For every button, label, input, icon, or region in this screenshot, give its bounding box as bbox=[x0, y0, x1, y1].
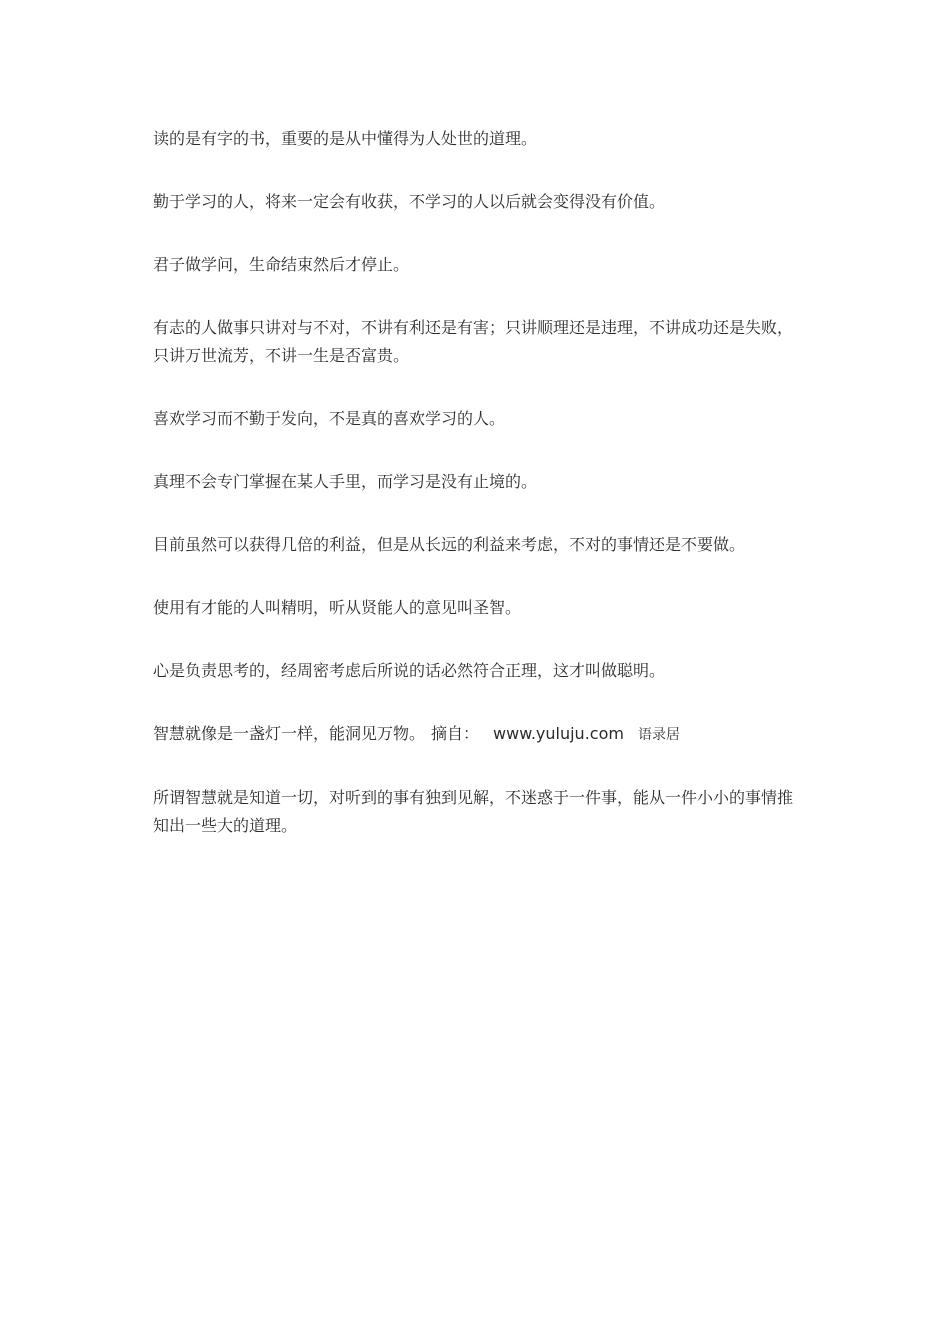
source-paragraph bbox=[153, 720, 803, 749]
document-body bbox=[153, 125, 803, 875]
paragraph: 真理不会专门掌握在某人手里，而学习是没有止境的。 bbox=[153, 472, 538, 491]
source-site-name: 语录居 bbox=[637, 727, 680, 743]
paragraph: 君子做学问，生命结束然后才停止。 bbox=[153, 255, 410, 274]
paragraph: 有志的人做事只讲对与不对，不讲有利还是有害；只讲顺理还是违理，不讲成功还是失败，只讲万世流芳，不讲一生是否富贵。 bbox=[153, 318, 794, 365]
source-paragraph-text: 智慧就像是一盏灯一样，能洞见万物。 bbox=[153, 724, 426, 743]
paragraph: 心是负责思考的，经周密考虑后所说的话必然符合正理，这才叫做聪明。 bbox=[153, 661, 666, 680]
paragraph: 勤于学习的人，将来一定会有收获，不学习的人以后就会变得没有价值。 bbox=[153, 192, 666, 211]
source-url: www.yuluju.com bbox=[493, 724, 624, 743]
paragraph: 使用有才能的人叫精明，听从贤能人的意见叫圣智。 bbox=[153, 598, 522, 617]
paragraph: 所谓智慧就是知道一切，对听到的事有独到见解，不迷惑于一件事，能从一件小小的事情推知出一些大的道理。 bbox=[153, 788, 794, 835]
paragraph: 读的是有字的书，重要的是从中懂得为人处世的道理。 bbox=[153, 129, 538, 148]
source-label: 摘自： bbox=[431, 724, 480, 743]
paragraph: 喜欢学习而不勤于发向，不是真的喜欢学习的人。 bbox=[153, 409, 506, 428]
paragraph: 目前虽然可以获得几倍的利益，但是从长远的利益来考虑，不对的事情还是不要做。 bbox=[153, 535, 746, 554]
